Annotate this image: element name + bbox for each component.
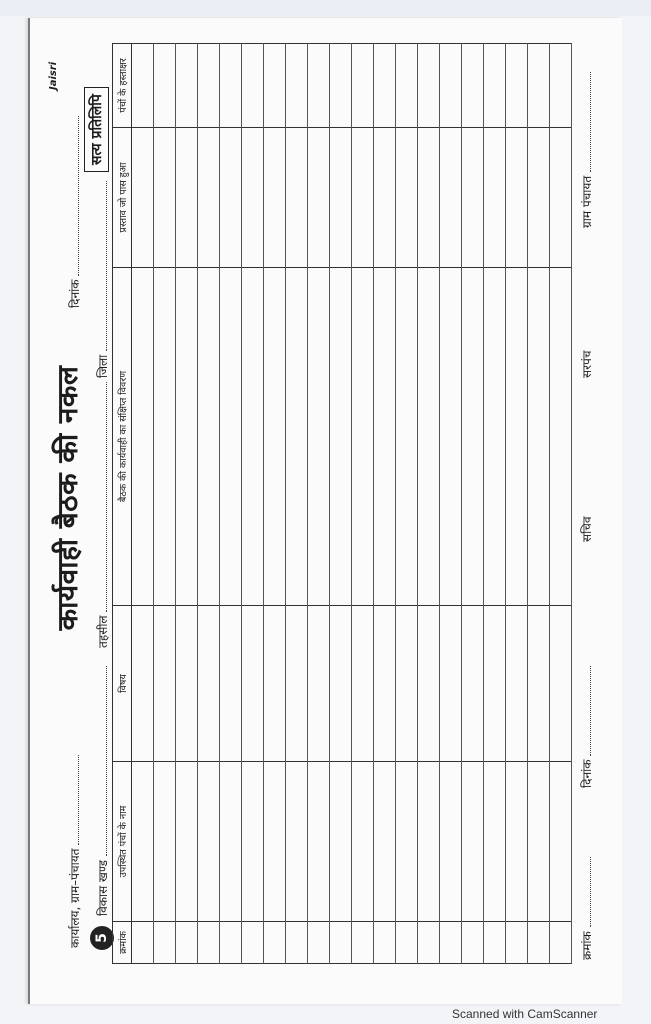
table-cell	[154, 128, 176, 268]
table-cell	[484, 268, 506, 606]
table-row	[308, 44, 330, 964]
table-cell	[198, 762, 220, 922]
table-cell	[352, 44, 374, 128]
table-cell	[440, 762, 462, 922]
table-cell	[242, 44, 264, 128]
table-cell	[418, 128, 440, 268]
footer-serial-label: क्रमांक	[580, 931, 594, 960]
table-cell	[550, 128, 572, 268]
table-cell	[286, 606, 308, 762]
table-cell	[550, 922, 572, 964]
column-header-summary: बैठक की कार्यवाही का संक्षिप्त विवरण	[113, 268, 132, 606]
table-cell	[484, 44, 506, 128]
table-cell	[242, 128, 264, 268]
table-row	[418, 44, 440, 964]
table-cell	[176, 44, 198, 128]
table-cell	[374, 268, 396, 606]
table-cell	[418, 606, 440, 762]
table-cell	[242, 268, 264, 606]
table-cell	[506, 606, 528, 762]
table-cell	[132, 44, 154, 128]
table-cell	[176, 128, 198, 268]
office-field	[66, 755, 83, 948]
table-cell	[528, 128, 550, 268]
gram-panchayat-label: ग्राम पंचायत	[580, 175, 594, 228]
table-cell	[220, 128, 242, 268]
page-title: कार्यवाही बैठक की नकल	[51, 365, 84, 631]
table-cell	[220, 268, 242, 606]
footer-date-label: दिनांक	[580, 759, 594, 788]
table-cell	[462, 762, 484, 922]
table-row	[286, 44, 308, 964]
table-cell	[220, 44, 242, 128]
table-row	[462, 44, 484, 964]
column-header-subject: विषय	[113, 606, 132, 762]
table-cell	[374, 128, 396, 268]
true-copy-stamp: सत्य प्रतिलिपि	[84, 87, 109, 172]
table-cell	[352, 606, 374, 762]
table-cell	[352, 922, 374, 964]
table-cell	[418, 762, 440, 922]
table-row	[132, 44, 154, 964]
table-cell	[154, 762, 176, 922]
table-cell	[176, 268, 198, 606]
table-cell	[154, 268, 176, 606]
table-cell	[132, 606, 154, 762]
table-cell	[550, 44, 572, 128]
proceedings-table	[112, 43, 572, 964]
secretary-signature-label: सचिव	[580, 516, 594, 542]
column-header-resolution: प्रस्ताव जो पास हुआ	[113, 128, 132, 268]
table-cell	[440, 268, 462, 606]
brand-mark: Jaisri	[48, 61, 59, 90]
table-cell	[154, 44, 176, 128]
table-cell	[308, 922, 330, 964]
table-cell	[176, 762, 198, 922]
sarpanch-signature-label: सरपंच	[580, 350, 594, 378]
table-cell	[396, 128, 418, 268]
table-cell	[506, 762, 528, 922]
camscanner-watermark: Scanned with CamScanner	[452, 1007, 598, 1021]
table-cell	[418, 44, 440, 128]
form-number-badge: 5	[90, 926, 114, 950]
table-cell	[330, 762, 352, 922]
table-cell	[220, 606, 242, 762]
table-row	[176, 44, 198, 964]
date-field	[66, 116, 83, 308]
table-cell	[484, 762, 506, 922]
table-cell	[352, 128, 374, 268]
column-header-serial: क्रमांक	[113, 922, 132, 964]
table-cell	[440, 606, 462, 762]
table-cell	[374, 606, 396, 762]
table-cell	[264, 922, 286, 964]
table-row	[330, 44, 352, 964]
column-header-members: उपस्थित पंचों के नाम	[113, 762, 132, 922]
block-field	[94, 666, 111, 916]
table-cell	[330, 268, 352, 606]
table-cell	[198, 44, 220, 128]
table-cell	[264, 44, 286, 128]
block-label: विकास खण्ड	[96, 860, 110, 916]
table-cell	[286, 44, 308, 128]
table-cell	[264, 268, 286, 606]
table-cell	[308, 268, 330, 606]
table-cell	[352, 268, 374, 606]
table-cell	[308, 44, 330, 128]
table-cell	[132, 128, 154, 268]
table-cell	[154, 922, 176, 964]
table-cell	[220, 762, 242, 922]
table-cell	[286, 128, 308, 268]
column-header-signatures: पंचों के हस्ताक्षर	[113, 44, 132, 128]
table-cell	[484, 606, 506, 762]
table-cell	[176, 606, 198, 762]
tehsil-field	[94, 382, 111, 648]
table-cell	[242, 606, 264, 762]
table-cell	[330, 44, 352, 128]
table-cell	[462, 922, 484, 964]
table-cell	[396, 44, 418, 128]
table-cell	[396, 268, 418, 606]
footer-date-field	[578, 666, 595, 788]
top-band	[0, 0, 651, 16]
table-cell	[198, 606, 220, 762]
table-cell	[286, 268, 308, 606]
table-cell	[528, 268, 550, 606]
footer-serial-field	[578, 857, 595, 960]
date-label: दिनांक	[68, 279, 82, 308]
table-cell	[308, 762, 330, 922]
table-cell	[440, 128, 462, 268]
scanned-page	[28, 18, 622, 1004]
table-cell	[528, 606, 550, 762]
table-row	[264, 44, 286, 964]
table-cell	[286, 922, 308, 964]
table-cell	[220, 922, 242, 964]
table-row	[440, 44, 462, 964]
table-row	[484, 44, 506, 964]
table-cell	[198, 922, 220, 964]
district-label: जिला	[96, 354, 110, 378]
table-cell	[264, 128, 286, 268]
table-cell	[198, 268, 220, 606]
table-cell	[462, 606, 484, 762]
gram-panchayat-field	[578, 72, 595, 228]
table-cell	[484, 128, 506, 268]
table-cell	[528, 44, 550, 128]
table-cell	[242, 922, 264, 964]
table-row	[396, 44, 418, 964]
table-cell	[374, 762, 396, 922]
table-cell	[176, 922, 198, 964]
table-row	[220, 44, 242, 964]
table-row	[374, 44, 396, 964]
table-cell	[550, 606, 572, 762]
table-cell	[330, 128, 352, 268]
table-cell	[264, 762, 286, 922]
table-cell	[440, 44, 462, 128]
table-cell	[506, 268, 528, 606]
table-cell	[330, 606, 352, 762]
table-cell	[396, 922, 418, 964]
table-cell	[286, 762, 308, 922]
table-cell	[506, 128, 528, 268]
table-cell	[308, 128, 330, 268]
meeting-proceedings-form	[30, 18, 622, 978]
district-field	[94, 181, 111, 378]
table-cell	[462, 128, 484, 268]
table-cell	[418, 922, 440, 964]
table-cell	[440, 922, 462, 964]
table-row	[352, 44, 374, 964]
table-cell	[242, 762, 264, 922]
table-cell	[198, 128, 220, 268]
table-cell	[484, 922, 506, 964]
table-cell	[418, 268, 440, 606]
table-row	[198, 44, 220, 964]
table-row	[154, 44, 176, 964]
table-cell	[264, 606, 286, 762]
table-cell	[506, 44, 528, 128]
table-cell	[528, 922, 550, 964]
table-cell	[132, 762, 154, 922]
table-cell	[462, 268, 484, 606]
table-row	[528, 44, 550, 964]
table-cell	[396, 606, 418, 762]
table-row	[506, 44, 528, 964]
table-cell	[550, 268, 572, 606]
table-cell	[396, 762, 418, 922]
table-cell	[330, 922, 352, 964]
table-cell	[528, 762, 550, 922]
table-cell	[132, 268, 154, 606]
office-label: कार्यालय, ग्राम–पंचायत	[68, 848, 82, 948]
table-cell	[374, 44, 396, 128]
tehsil-label: तहसील	[96, 615, 110, 648]
table-cell	[308, 606, 330, 762]
table-cell	[462, 44, 484, 128]
table-cell	[550, 762, 572, 922]
table-cell	[374, 922, 396, 964]
table-row	[550, 44, 572, 964]
table-row	[242, 44, 264, 964]
table-cell	[154, 606, 176, 762]
table-cell	[506, 922, 528, 964]
table-header-row	[113, 44, 132, 964]
table-cell	[132, 922, 154, 964]
table-cell	[352, 762, 374, 922]
